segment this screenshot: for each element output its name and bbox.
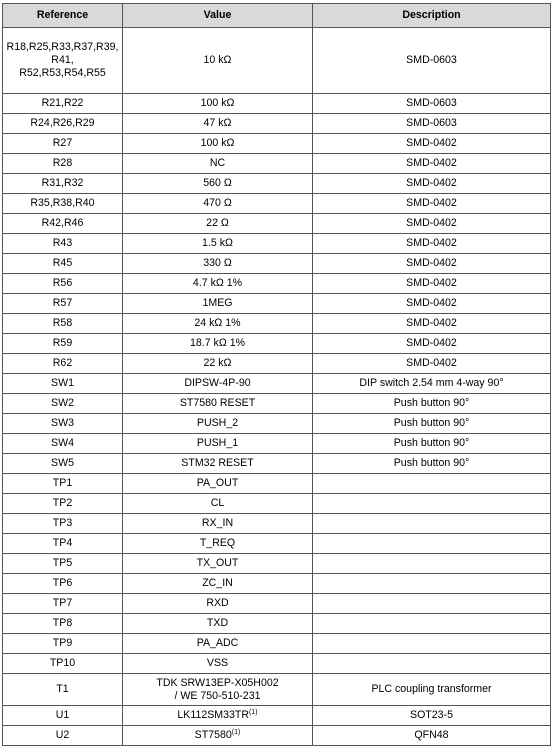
table-body bbox=[3, 28, 551, 746]
reference-cell bbox=[3, 28, 123, 94]
value-cell: 22 Ω bbox=[123, 214, 313, 234]
value-cell: 47 kΩ bbox=[123, 114, 313, 134]
value-cell: PA_OUT bbox=[123, 474, 313, 494]
description-cell: SMD-0402 bbox=[313, 234, 551, 254]
reference-cell: R35,R38,R40 bbox=[3, 194, 123, 214]
value-text: ST7580 bbox=[194, 729, 232, 741]
reference-cell: SW4 bbox=[3, 434, 123, 454]
description-cell: SMD-0402 bbox=[313, 154, 551, 174]
table-row bbox=[3, 154, 551, 174]
value-cell: TXD bbox=[123, 614, 313, 634]
reference-cell: R56 bbox=[3, 274, 123, 294]
table-row bbox=[3, 28, 551, 94]
value-cell: RX_IN bbox=[123, 514, 313, 534]
table-row bbox=[3, 534, 551, 554]
description-cell: Push button 90° bbox=[313, 434, 551, 454]
reference-cell: TP5 bbox=[3, 554, 123, 574]
description-cell bbox=[313, 534, 551, 554]
reference-cell: TP4 bbox=[3, 534, 123, 554]
description-cell: SMD-0402 bbox=[313, 254, 551, 274]
header-value: Value bbox=[123, 4, 313, 28]
description-cell: SMD-0402 bbox=[313, 214, 551, 234]
table-row bbox=[3, 274, 551, 294]
reference-cell: U1 bbox=[3, 706, 123, 726]
description-cell: SMD-0402 bbox=[313, 314, 551, 334]
table-row bbox=[3, 674, 551, 706]
table-row bbox=[3, 574, 551, 594]
table-row bbox=[3, 594, 551, 614]
value-cell: RXD bbox=[123, 594, 313, 614]
value-cell: CL bbox=[123, 494, 313, 514]
table-row bbox=[3, 554, 551, 574]
reference-cell: R42,R46 bbox=[3, 214, 123, 234]
footnote-marker: (1) bbox=[231, 729, 241, 736]
bom-table bbox=[2, 3, 551, 746]
table-row bbox=[3, 94, 551, 114]
description-cell: SMD-0402 bbox=[313, 134, 551, 154]
value-cell bbox=[123, 706, 313, 726]
table-row bbox=[3, 494, 551, 514]
footnote-marker: (1) bbox=[249, 709, 258, 716]
value-cell: TX_OUT bbox=[123, 554, 313, 574]
table-row bbox=[3, 314, 551, 334]
description-cell bbox=[313, 574, 551, 594]
reference-cell: U2 bbox=[3, 726, 123, 746]
header-reference: Reference bbox=[3, 4, 123, 28]
description-cell: SMD-0603 bbox=[313, 28, 551, 94]
value-cell: 100 kΩ bbox=[123, 94, 313, 114]
reference-cell: R58 bbox=[3, 314, 123, 334]
table-row bbox=[3, 454, 551, 474]
table-row bbox=[3, 474, 551, 494]
description-cell: SMD-0402 bbox=[313, 334, 551, 354]
value-text: LK112SM33TR bbox=[177, 709, 250, 721]
reference-cell: TP8 bbox=[3, 614, 123, 634]
reference-cell: R27 bbox=[3, 134, 123, 154]
description-cell: DIP switch 2.54 mm 4-way 90° bbox=[313, 374, 551, 394]
value-cell: PA_ADC bbox=[123, 634, 313, 654]
table-row bbox=[3, 414, 551, 434]
reference-cell: TP10 bbox=[3, 654, 123, 674]
table-row bbox=[3, 254, 551, 274]
value-cell: PUSH_2 bbox=[123, 414, 313, 434]
table-row bbox=[3, 434, 551, 454]
description-cell bbox=[313, 634, 551, 654]
description-cell bbox=[313, 494, 551, 514]
description-cell bbox=[313, 514, 551, 534]
description-cell: SMD-0603 bbox=[313, 114, 551, 134]
reference-cell: SW2 bbox=[3, 394, 123, 414]
reference-cell: T1 bbox=[3, 674, 123, 706]
description-cell: SMD-0402 bbox=[313, 194, 551, 214]
reference-cell: TP2 bbox=[3, 494, 123, 514]
value-line: TDK SRW13EP-X05H002 bbox=[156, 676, 279, 689]
reference-cell: R21,R22 bbox=[3, 94, 123, 114]
description-cell: SMD-0402 bbox=[313, 354, 551, 374]
description-cell bbox=[313, 594, 551, 614]
description-cell: SMD-0402 bbox=[313, 174, 551, 194]
value-cell: 22 kΩ bbox=[123, 354, 313, 374]
reference-cell: R31,R32 bbox=[3, 174, 123, 194]
table-row bbox=[3, 214, 551, 234]
value-cell: 330 Ω bbox=[123, 254, 313, 274]
value-cell bbox=[123, 674, 313, 706]
reference-cell: R43 bbox=[3, 234, 123, 254]
description-cell: PLC coupling transformer bbox=[313, 674, 551, 706]
value-cell: 24 kΩ 1% bbox=[123, 314, 313, 334]
reference-cell: R24,R26,R29 bbox=[3, 114, 123, 134]
reference-cell: TP3 bbox=[3, 514, 123, 534]
table-row bbox=[3, 614, 551, 634]
table-header bbox=[3, 4, 551, 28]
value-cell: T_REQ bbox=[123, 534, 313, 554]
reference-line: R18,R25,R33,R37,R39, bbox=[6, 41, 119, 53]
description-cell: SMD-0603 bbox=[313, 94, 551, 114]
table-row bbox=[3, 114, 551, 134]
description-cell bbox=[313, 474, 551, 494]
value-cell: ST7580 RESET bbox=[123, 394, 313, 414]
description-cell: SMD-0402 bbox=[313, 294, 551, 314]
description-cell bbox=[313, 654, 551, 674]
reference-cell: R59 bbox=[3, 334, 123, 354]
table-row bbox=[3, 194, 551, 214]
description-cell: Push button 90° bbox=[313, 414, 551, 434]
description-cell bbox=[313, 554, 551, 574]
value-cell: STM32 RESET bbox=[123, 454, 313, 474]
reference-cell: R45 bbox=[3, 254, 123, 274]
value-cell: DIPSW-4P-90 bbox=[123, 374, 313, 394]
value-cell: NC bbox=[123, 154, 313, 174]
reference-cell: SW3 bbox=[3, 414, 123, 434]
description-cell: SMD-0402 bbox=[313, 274, 551, 294]
table-row bbox=[3, 334, 551, 354]
value-cell: VSS bbox=[123, 654, 313, 674]
value-cell: PUSH_1 bbox=[123, 434, 313, 454]
description-cell bbox=[313, 614, 551, 634]
table-row bbox=[3, 514, 551, 534]
reference-cell: R62 bbox=[3, 354, 123, 374]
table-row bbox=[3, 134, 551, 154]
table-row bbox=[3, 654, 551, 674]
header-row bbox=[3, 4, 551, 28]
header-description: Description bbox=[313, 4, 551, 28]
table-row bbox=[3, 634, 551, 654]
value-cell: 18.7 kΩ 1% bbox=[123, 334, 313, 354]
value-cell: ZC_IN bbox=[123, 574, 313, 594]
reference-cell: R57 bbox=[3, 294, 123, 314]
value-cell: 470 Ω bbox=[123, 194, 313, 214]
table-row bbox=[3, 354, 551, 374]
table-row bbox=[3, 374, 551, 394]
value-cell: 100 kΩ bbox=[123, 134, 313, 154]
value-cell: 1.5 kΩ bbox=[123, 234, 313, 254]
table-row bbox=[3, 706, 551, 726]
value-cell: 1MEG bbox=[123, 294, 313, 314]
table-row bbox=[3, 174, 551, 194]
reference-cell: SW5 bbox=[3, 454, 123, 474]
reference-cell: TP6 bbox=[3, 574, 123, 594]
reference-cell: SW1 bbox=[3, 374, 123, 394]
reference-line: R52,R53,R54,R55 bbox=[19, 67, 106, 79]
reference-cell: R28 bbox=[3, 154, 123, 174]
description-cell: Push button 90° bbox=[313, 394, 551, 414]
description-cell: Push button 90° bbox=[313, 454, 551, 474]
reference-cell: TP9 bbox=[3, 634, 123, 654]
description-cell: SOT23-5 bbox=[313, 706, 551, 726]
value-cell: 4.7 kΩ 1% bbox=[123, 274, 313, 294]
reference-cell: TP7 bbox=[3, 594, 123, 614]
description-cell: QFN48 bbox=[313, 726, 551, 746]
table-row bbox=[3, 394, 551, 414]
value-cell: 10 kΩ bbox=[123, 28, 313, 94]
value-line: / WE 750-510-231 bbox=[174, 689, 261, 702]
reference-line: R41, bbox=[51, 54, 74, 66]
value-cell: 560 Ω bbox=[123, 174, 313, 194]
reference-cell: TP1 bbox=[3, 474, 123, 494]
table-row bbox=[3, 234, 551, 254]
table-row bbox=[3, 294, 551, 314]
